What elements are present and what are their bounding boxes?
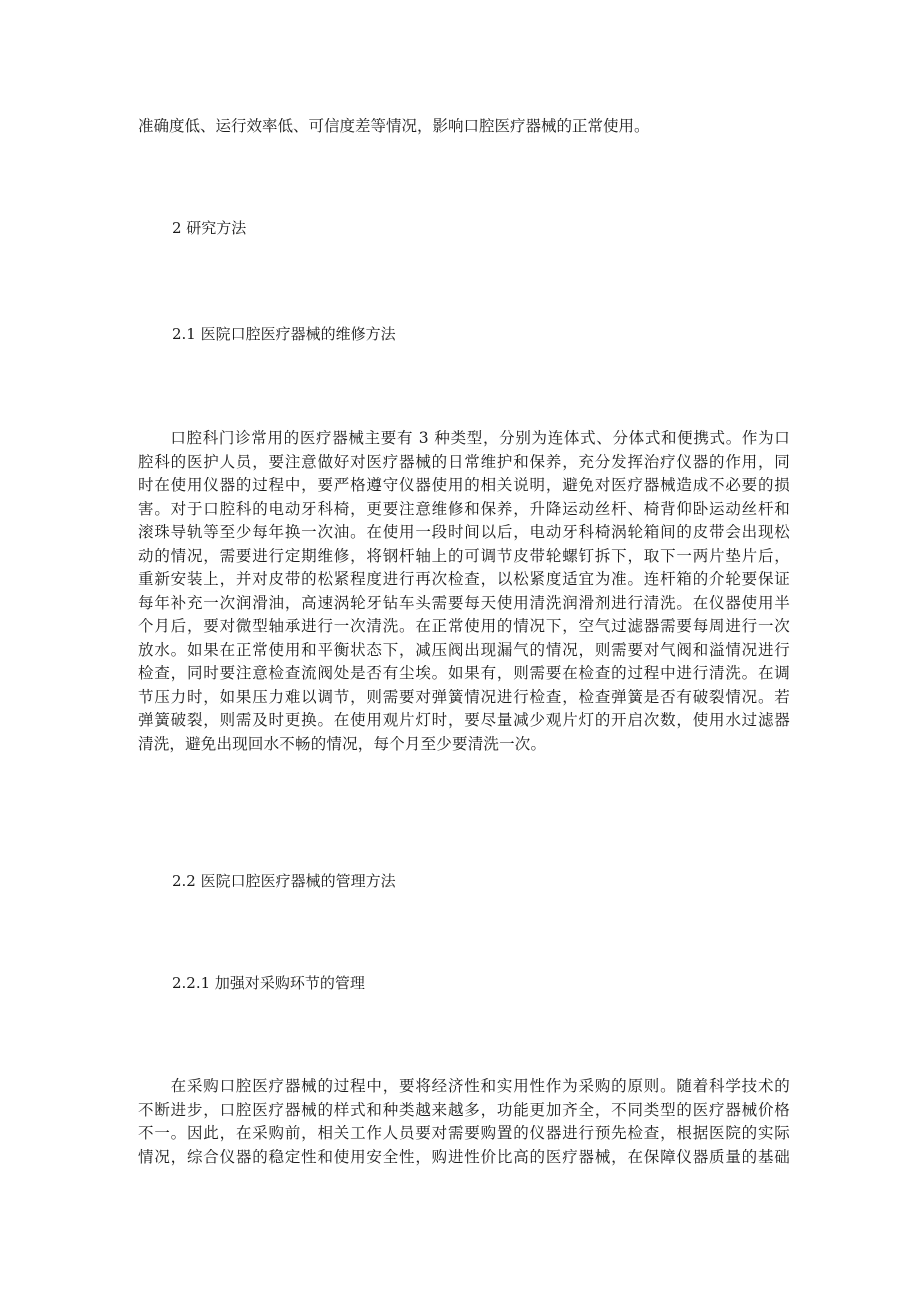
paragraph-line: 在采购口腔医疗器械的过程中，要将经济性和实用性作为采购的原则。随着科学技术的 <box>138 1077 790 1095</box>
paragraph-line: 清洗，避免出现回水不畅的情况，每个月至少要清洗一次。 <box>138 734 547 753</box>
paragraph-procurement <box>138 1075 790 1169</box>
paragraph-line: 重新安装上，并对皮带的松紧程度进行再次检查，以松紧度适宜为准。连杆箱的介轮要保证 <box>138 570 790 588</box>
section-heading-2: 2 研究方法 <box>172 219 247 237</box>
paragraph-line: 弹簧破裂，则需及时更换。在使用观片灯时，要尽量减少观片灯的开启次数，使用水过滤器 <box>138 711 790 729</box>
section-heading-2-2: 2.2 医院口腔医疗器械的管理方法 <box>172 872 396 890</box>
continued-text-line: 准确度低、运行效率低、可信度差等情况，影响口腔医疗器械的正常使用。 <box>138 117 650 135</box>
paragraph-line: 不断进步，口腔医疗器械的样式和种类越来越多，功能更加齐全，不同类型的医疗器械价格 <box>138 1100 790 1119</box>
paragraph-line: 检查，同时要注意检查流阀处是否有尘埃。如果有，则需要在检查的过程中进行清洗。在调 <box>138 664 790 682</box>
paragraph-line: 个月后，要对微型轴承进行一次清洗。在正常使用的情况下，空气过滤器需要每周进行一次 <box>138 617 790 635</box>
paragraph-line: 时在使用仪器的过程中，要严格遵守仪器使用的相关说明，避免对医疗器械造成不必要的损 <box>138 476 790 494</box>
paragraph-line: 节压力时，如果压力难以调节，则需要对弹簧情况进行检查，检查弹簧是否有破裂情况。若 <box>138 687 790 706</box>
section-heading-2-1: 2.1 医院口腔医疗器械的维修方法 <box>172 325 396 343</box>
paragraph-line: 口腔科门诊常用的医疗器械主要有 3 种类型，分别为连体式、分体式和便携式。作为口 <box>138 429 790 447</box>
paragraph-line: 放水。如果在正常使用和平衡状态下，减压阀出现漏气的情况，则需要对气阀和溢情况进行 <box>138 640 790 659</box>
paragraph-line: 动的情况，需要进行定期维修，将钢杆轴上的可调节皮带轮螺钉拆下，取下一两片垫片后， <box>138 546 790 565</box>
paragraph-line: 每年补充一次润滑油，高速涡轮牙钻车头需要每天使用清洗润滑剂进行清洗。在仪器使用半 <box>138 593 790 612</box>
paragraph-line: 情况，综合仪器的稳定性和使用安全性，购进性价比高的医疗器械，在保障仪器质量的基础 <box>138 1147 790 1166</box>
section-heading-2-2-1: 2.2.1 加强对采购环节的管理 <box>172 974 365 992</box>
paragraph-line: 害。对于口腔科的电动牙科椅，更要注意维修和保养，升降运动丝杆、椅背仰卧运动丝杆和 <box>138 499 790 518</box>
paragraph-line: 不一。因此，在采购前，相关工作人员要对需要购置的仪器进行预先检查，根据医院的实际 <box>138 1124 790 1142</box>
paragraph-repair-methods <box>138 427 790 756</box>
paragraph-line: 腔科的医护人员，要注意做好对医疗器械的日常维护和保养，充分发挥治疗仪器的作用，同 <box>138 452 790 471</box>
paragraph-line: 滚珠导轨等至少每年换一次油。在使用一段时间以后，电动牙科椅涡轮箱间的皮带会出现松 <box>138 523 790 541</box>
